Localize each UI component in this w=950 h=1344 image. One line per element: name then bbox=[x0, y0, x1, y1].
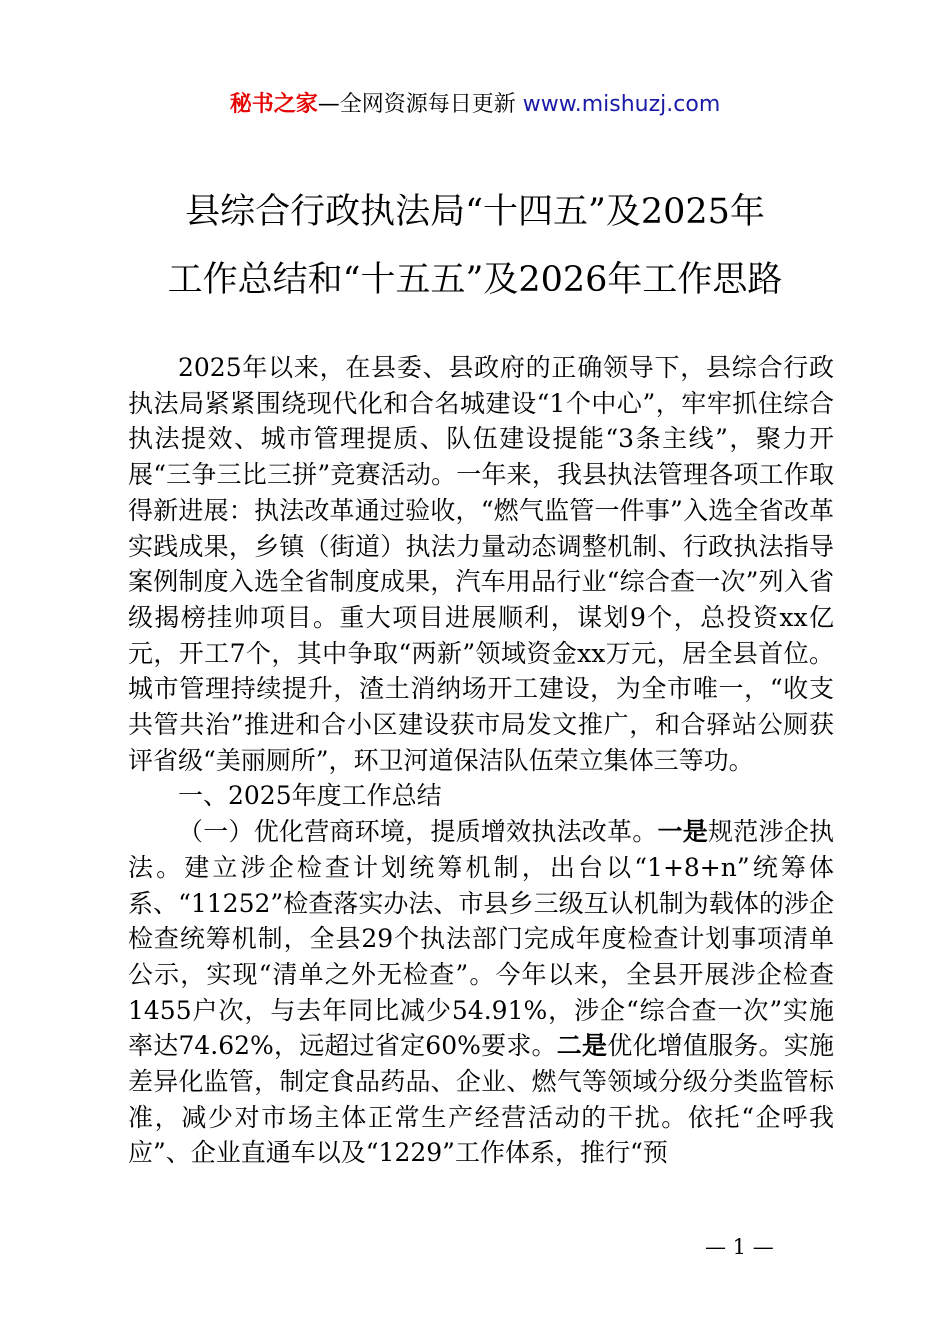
header-slogan: —全网资源每日更新 bbox=[317, 92, 516, 117]
document-title-line-1: 县综合行政执法局“十四五”及2025年 bbox=[185, 192, 765, 232]
subsection-paragraph bbox=[128, 814, 834, 1171]
document-body bbox=[128, 350, 834, 1171]
page-number: — 1 — bbox=[705, 1235, 774, 1259]
point-one-label: 一是 bbox=[657, 817, 709, 847]
header-brand: 秘书之家 bbox=[229, 92, 318, 117]
point-one-text: 规范涉企执法。建立涉企检查计划统筹机制，出台以“1+8+n”统筹体系、“11252”检查落实办法、市县乡三级互认机制为载体的涉企检查统筹机制，全县29个执法部门完成年度检查计划事项清单公示，实现“清单之外无检查”。今年以来，全县开展涉企检查1455户次，与去年同比减少54.91%，涉企“综合查一次”实施率达74.62%，远超过省定60%要求。 bbox=[128, 817, 834, 1061]
header-url-link[interactable]: www.mishuzj.com bbox=[522, 92, 721, 117]
intro-paragraph: 2025年以来，在县委、县政府的正确领导下，县综合行政执法局紧紧围绕现代化和合名城建设“1个中心”，牢牢抓住综合执法提效、城市管理提质、队伍建设提能“3条主线”，聚力开展“三争三比三拼”竞赛活动。一年来，我县执法管理各项工作取得新进展：执法改革通过验收，“燃气监管一件事”入选全省改革实践成果，乡镇（街道）执法力量动态调整机制、行政执法指导案例制度入选全省制度成果，汽车用品行业“综合查一次”列入省级揭榜挂帅项目。重大项目进展顺利，谋划9个，总投资xx亿元，开工7个，其中争取“两新”领域资金xx万元，居全县首位。城市管理持续提升，渣土消纳场开工建设，为全市唯一，“收支共管共治”推进和合小区建设获市局发文推广，和合驿站公厕获评省级“美丽厕所”，环卫河道保洁队伍荣立集体三等功。 bbox=[128, 353, 834, 775]
document-title-line-2: 工作总结和“十五五”及2026年工作思路 bbox=[167, 260, 783, 300]
point-two-label: 二是 bbox=[556, 1031, 608, 1061]
section-heading: 一、2025年度工作总结 bbox=[178, 781, 442, 811]
site-header bbox=[0, 88, 950, 122]
point-two-text: 优化增值服务。实施差异化监管，制定食品药品、企业、燃气等领域分级分类监管标准，减少对市场主体正常生产经营活动的干扰。依托“企呼我应”、企业直通车以及“1229”工作体系，推行“预 bbox=[128, 1031, 834, 1168]
subsection-heading: （一）优化营商环境，提质增效执法改革。 bbox=[178, 817, 658, 847]
